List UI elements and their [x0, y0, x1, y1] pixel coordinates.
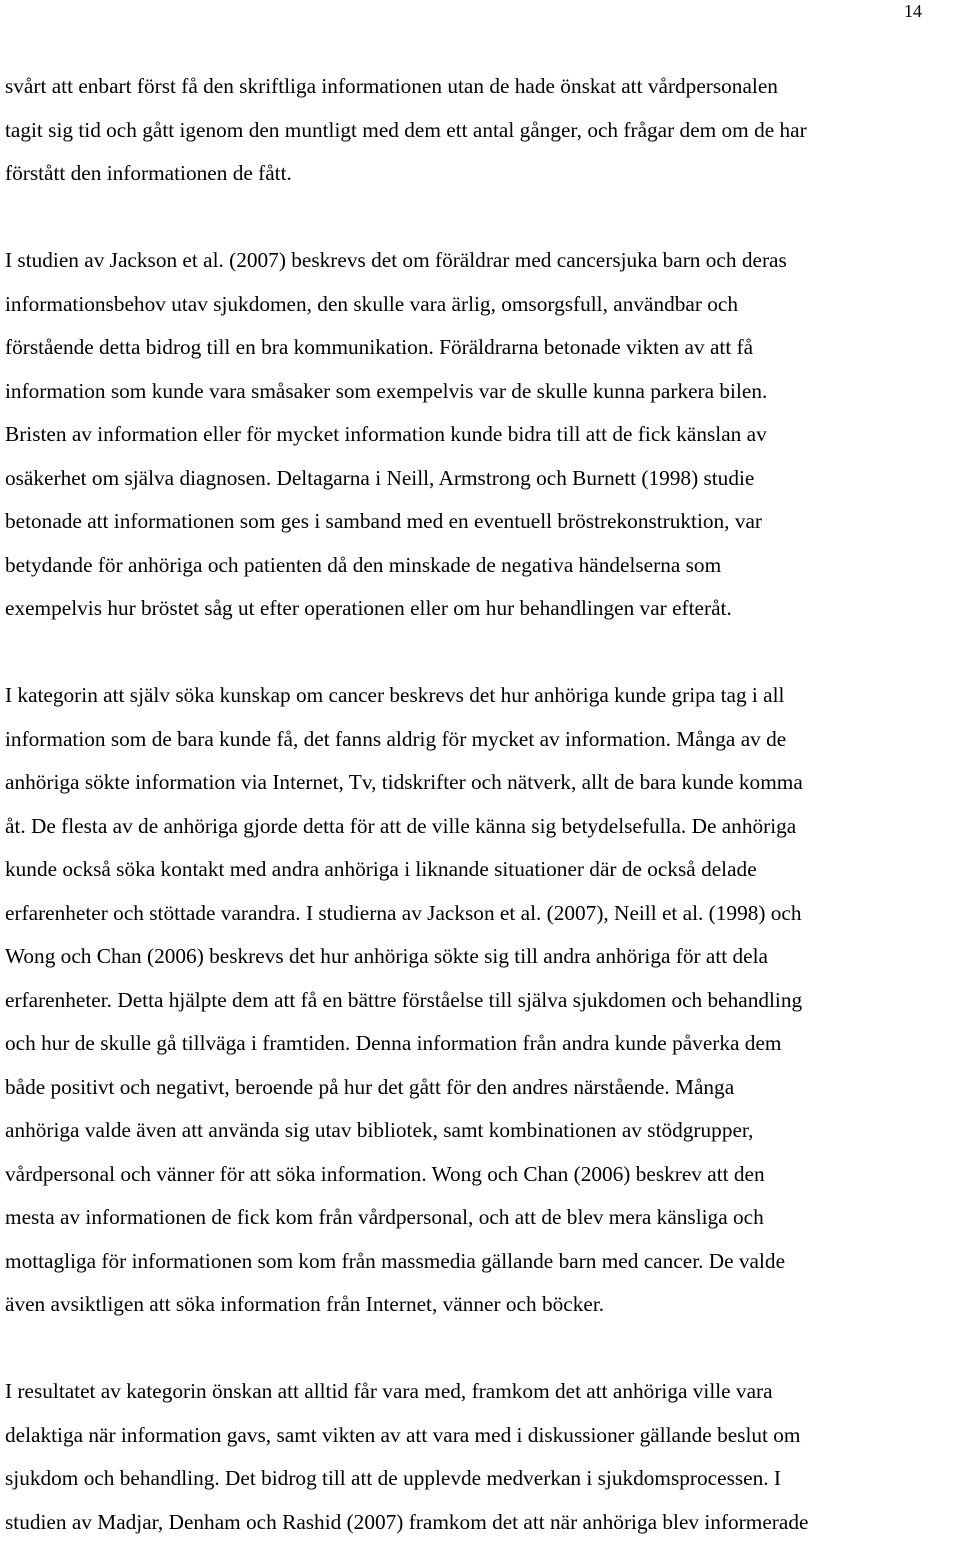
text-line: information som kunde vara småsaker som exempelvis var de skulle kunna parkera bilen. [5, 370, 957, 414]
text-line: I kategorin att själv söka kunskap om cancer beskrevs det hur anhöriga kunde gripa tag i all [5, 674, 957, 718]
paragraph-4 [5, 1370, 957, 1544]
text-line: informationsbehov utav sjukdomen, den skulle vara ärlig, omsorgsfull, användbar och [5, 283, 957, 327]
text-line: och hur de skulle gå tillväga i framtiden. Denna information från andra kunde påverka dem [5, 1022, 957, 1066]
text-line: exempelvis hur bröstet såg ut efter operationen eller om hur behandlingen var efteråt. [5, 587, 957, 631]
text-line: både positivt och negativt, beroende på hur det gått för den andres närstående. Många [5, 1066, 957, 1110]
text-line: vårdpersonal och vänner för att söka information. Wong och Chan (2006) beskrev att den [5, 1153, 957, 1197]
text-line: tagit sig tid och gått igenom den muntligt med dem ett antal gånger, och frågar dem om de har [5, 109, 957, 153]
page-number: 14 [904, 0, 922, 22]
text-line: även avsiktligen att söka information från Internet, vänner och böcker. [5, 1283, 957, 1327]
text-line: anhöriga sökte information via Internet, Tv, tidskrifter och nätverk, allt de bara kunde komma [5, 761, 957, 805]
text-line: åt. De flesta av de anhöriga gjorde detta för att de ville känna sig betydelsefulla. De anhöriga [5, 805, 957, 849]
text-line: förstått den informationen de fått. [5, 152, 957, 196]
text-line: osäkerhet om själva diagnosen. Deltagarna i Neill, Armstrong och Burnett (1998) studie [5, 457, 957, 501]
text-line: betydande för anhöriga och patienten då den minskade de negativa händelserna som [5, 544, 957, 588]
body-text [5, 65, 957, 1544]
text-line: information som de bara kunde få, det fanns aldrig för mycket av information. Många av de [5, 718, 957, 762]
paragraph-3 [5, 674, 957, 1327]
text-line: I resultatet av kategorin önskan att alltid får vara med, framkom det att anhöriga ville vara [5, 1370, 957, 1414]
paragraph-2 [5, 239, 957, 631]
text-line: betonade att informationen som ges i samband med en eventuell bröstrekonstruktion, var [5, 500, 957, 544]
text-line: delaktiga när information gavs, samt vikten av att vara med i diskussioner gällande beslut om [5, 1414, 957, 1458]
text-line: mottagliga för informationen som kom från massmedia gällande barn med cancer. De valde [5, 1240, 957, 1284]
text-line: anhöriga valde även att använda sig utav bibliotek, samt kombinationen av stödgrupper, [5, 1109, 957, 1153]
text-line: Bristen av information eller för mycket information kunde bidra till att de fick känslan av [5, 413, 957, 457]
text-line: I studien av Jackson et al. (2007) beskrevs det om föräldrar med cancersjuka barn och deras [5, 239, 957, 283]
text-line: Wong och Chan (2006) beskrevs det hur anhöriga sökte sig till andra anhöriga för att dela [5, 935, 957, 979]
text-line: svårt att enbart först få den skriftliga informationen utan de hade önskat att vårdpersonalen [5, 65, 957, 109]
text-line: förstående detta bidrog till en bra kommunikation. Föräldrarna betonade vikten av att få [5, 326, 957, 370]
text-line: sjukdom och behandling. Det bidrog till att de upplevde medverkan i sjukdomsprocessen. I [5, 1457, 957, 1501]
text-line: mesta av informationen de fick kom från vårdpersonal, och att de blev mera känsliga och [5, 1196, 957, 1240]
text-line: erfarenheter och stöttade varandra. I studierna av Jackson et al. (2007), Neill et al. (1998) och [5, 892, 957, 936]
paragraph-1 [5, 65, 957, 196]
text-line: studien av Madjar, Denham och Rashid (2007) framkom det att när anhöriga blev informerade [5, 1501, 957, 1544]
text-line: kunde också söka kontakt med andra anhöriga i liknande situationer där de också delade [5, 848, 957, 892]
text-line: erfarenheter. Detta hjälpte dem att få en bättre förståelse till själva sjukdomen och behandling [5, 979, 957, 1023]
